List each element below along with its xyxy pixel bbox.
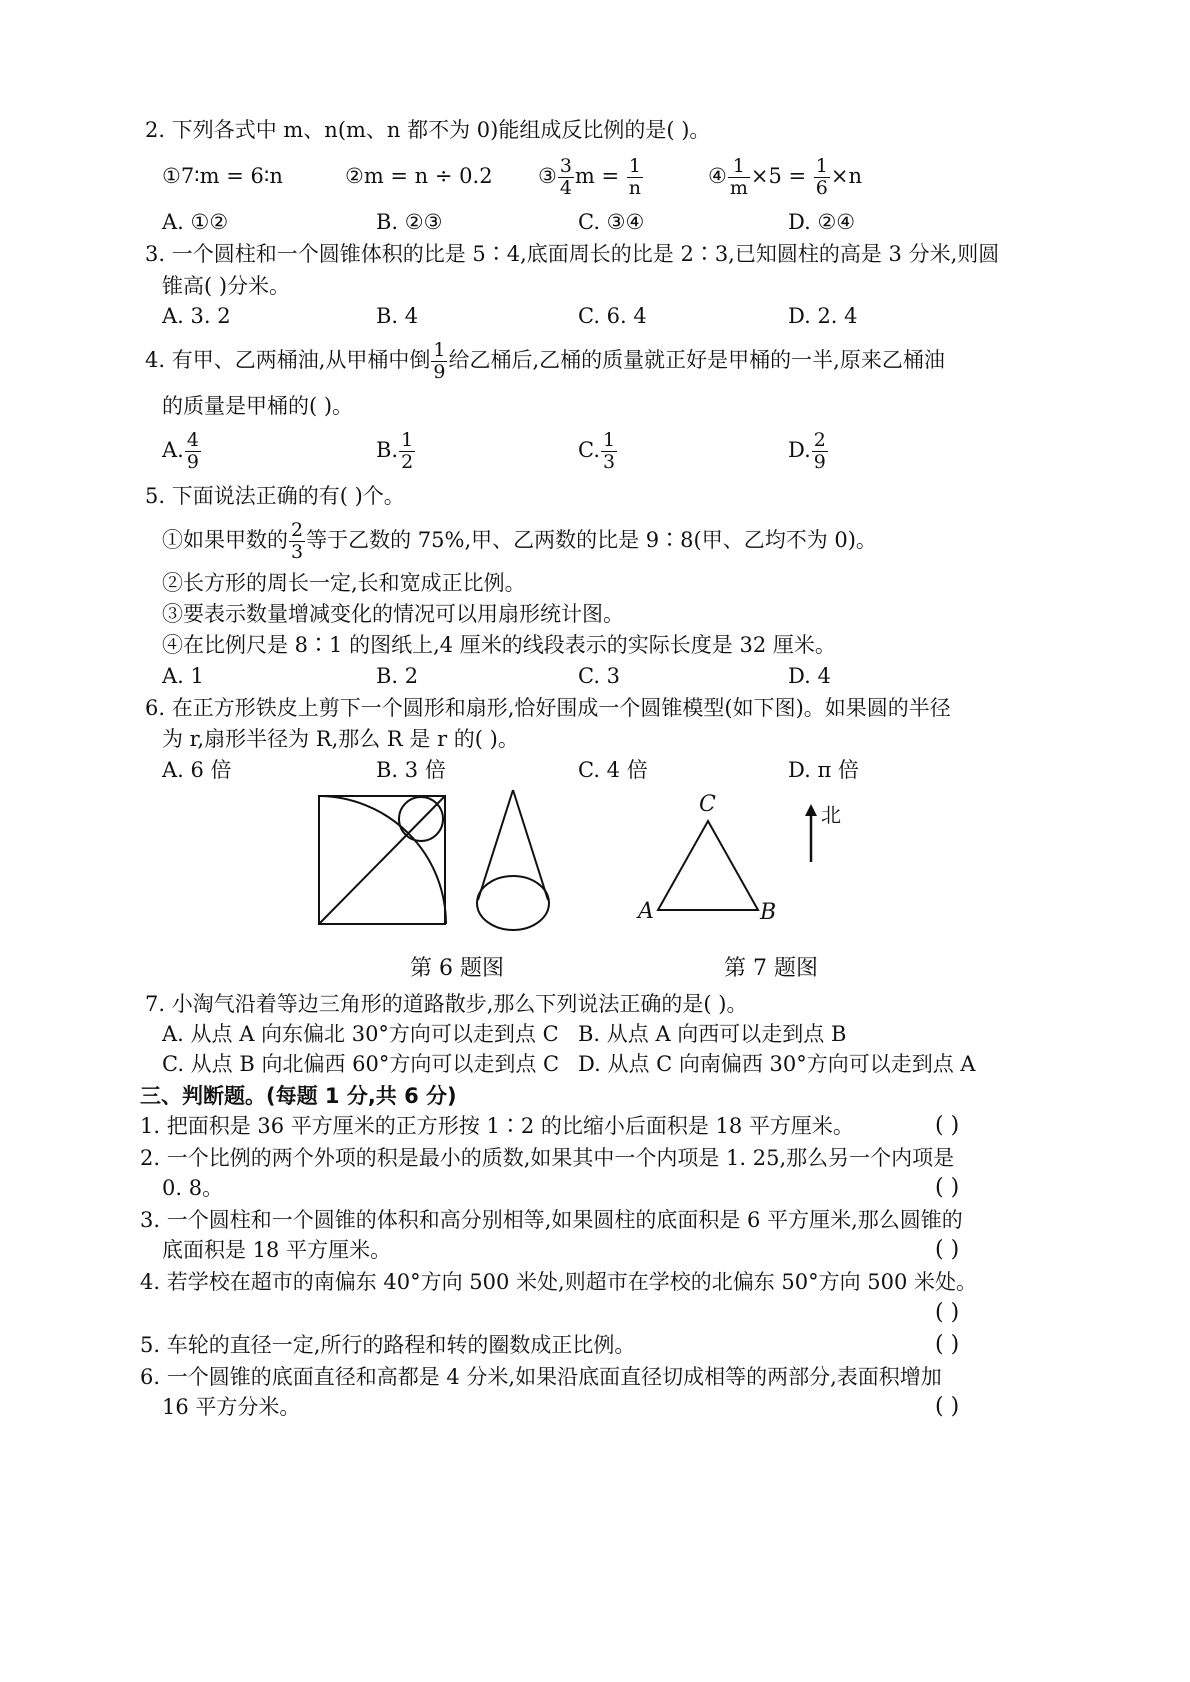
fraction-denominator: m <box>729 177 748 199</box>
judge-3-line-2: 底面积是 18 平方厘米。 <box>162 1238 392 1262</box>
q3-option-a: A. 3. 2 <box>162 304 231 328</box>
q5-statement-2: ②长方形的周长一定,长和宽成正比例。 <box>162 571 526 595</box>
north-label: 北 <box>821 803 841 827</box>
fraction-numerator: 3 <box>559 155 572 177</box>
q5-statement-1-post: 等于乙数的 75%,甲、乙两数的比是 9∶8(甲、乙均不为 0)。 <box>306 528 877 552</box>
q6-line-1: 6. 在正方形铁皮上剪下一个圆形和扇形,恰好围成一个圆锥模型(如下图)。如果圆的半径 <box>145 696 951 720</box>
fraction-denominator: 3 <box>603 451 616 473</box>
judge-5-answer-paren: ( ) <box>935 1332 960 1357</box>
option-letter: B. <box>376 438 399 462</box>
fraction-denominator: 2 <box>401 451 414 473</box>
fraction-numerator: 1 <box>433 339 446 361</box>
q7-stem: 7. 小淘气沿着等边三角形的道路散步,那么下列说法正确的是( )。 <box>145 992 748 1016</box>
q4-line-1-pre: 4. 有甲、乙两桶油,从甲桶中倒 <box>145 348 431 372</box>
judge-2-answer-paren: ( ) <box>935 1175 960 1200</box>
fraction-numerator: 2 <box>813 429 826 451</box>
q2-expr-1: ①7∶m = 6∶n <box>162 164 283 188</box>
q5-option-b: B. 2 <box>376 664 419 688</box>
fraction-denominator: 3 <box>291 541 304 563</box>
option-letter: C. <box>578 438 600 462</box>
fraction-denominator: n <box>628 177 642 199</box>
option-letter: D. <box>788 438 811 462</box>
fraction-numerator: 1 <box>401 429 414 451</box>
judge-3-answer-paren: ( ) <box>935 1237 960 1262</box>
fraction-denominator: 6 <box>815 177 828 199</box>
fraction-denominator: 9 <box>186 451 199 473</box>
q3-option-d: D. 2. 4 <box>788 304 858 328</box>
vertex-c-label: C <box>699 792 716 817</box>
q5-statement-3: ③要表示数量增减变化的情况可以用扇形统计图。 <box>162 602 624 626</box>
judge-1-answer-paren: ( ) <box>935 1113 960 1138</box>
q2-expr-3-mid: m = <box>574 164 620 188</box>
fraction-denominator: 9 <box>813 451 826 473</box>
north-arrow-head-icon <box>805 804 817 816</box>
judge-3-line-1: 3. 一个圆柱和一个圆锥的体积和高分别相等,如果圆柱的底面积是 6 平方厘米,那么圆锥的 <box>140 1208 963 1232</box>
section-3-title: 三、判断题。(每题 1 分,共 6 分) <box>140 1084 457 1108</box>
q6-option-a: A. 6 倍 <box>162 758 232 782</box>
q4-line-1-post: 给乙桶后,乙桶的质量就正好是甲桶的一半,原来乙桶油 <box>448 348 945 372</box>
q5-option-d: D. 4 <box>788 664 831 688</box>
q3-line-2: 锥高( )分米。 <box>162 274 291 298</box>
judge-6-line-1: 6. 一个圆锥的底面直径和高都是 4 分米,如果沿底面直径切成相等的两部分,表面积增加 <box>140 1365 942 1389</box>
cone-right-edge <box>513 790 548 900</box>
fraction-numerator: 2 <box>291 519 304 541</box>
q6-square-figure <box>319 796 446 924</box>
q2-option-a: A. ①② <box>162 210 229 234</box>
q7-option-a: A. 从点 A 向东偏北 30°方向可以走到点 C <box>162 1022 559 1046</box>
q5-option-c: C. 3 <box>578 664 621 688</box>
q4-line-2: 的质量是甲桶的( )。 <box>162 394 354 418</box>
q2-option-d: D. ②④ <box>788 210 856 234</box>
q2-expr-4-tail: ×n <box>830 164 862 188</box>
equilateral-triangle <box>658 821 758 910</box>
judge-4-line-1: 4. 若学校在超市的南偏东 40°方向 500 米处,则超市在学校的北偏东 50°方向 500 米处。 <box>140 1270 978 1294</box>
q3-line-1: 3. 一个圆柱和一个圆锥体积的比是 5∶4,底面周长的比是 2∶3,已知圆柱的高是 3 分米,则圆 <box>145 242 1000 266</box>
q6-line-2: 为 r,扇形半径为 R,那么 R 是 r 的( )。 <box>162 727 519 751</box>
fraction-numerator: 1 <box>603 429 616 451</box>
cone-base-ellipse <box>477 876 549 930</box>
judge-2-line-2: 0. 8。 <box>162 1176 224 1200</box>
q6-cone-figure <box>477 790 549 930</box>
q2-expr-4-mid: ×5 = <box>750 164 807 188</box>
q7-option-c: C. 从点 B 向北偏西 60°方向可以走到点 C <box>162 1052 560 1076</box>
judge-5: 5. 车轮的直径一定,所行的路程和转的圈数成正比例。 <box>140 1333 636 1357</box>
q2-expr-4-prefix: ④ <box>708 164 727 188</box>
q7-option-d: D. 从点 C 向南偏西 30°方向可以走到点 A <box>578 1052 976 1076</box>
q2-option-b: B. ②③ <box>376 210 443 234</box>
q5-option-a: A. 1 <box>162 664 204 688</box>
judge-6-answer-paren: ( ) <box>935 1394 960 1419</box>
judge-1: 1. 把面积是 36 平方厘米的正方形按 1∶2 的比缩小后面积是 18 平方厘米。 <box>140 1114 854 1138</box>
north-arrow <box>805 803 841 862</box>
option-letter: A. <box>162 438 184 462</box>
fraction-denominator: 4 <box>559 177 572 199</box>
square-diagonal <box>319 796 445 924</box>
q7-triangle-figure <box>636 792 776 925</box>
fraction-numerator: 1 <box>728 157 750 178</box>
q5-statement-1-pre: ①如果甲数的 <box>162 528 288 552</box>
q2-expr-3-prefix: ③ <box>538 164 557 188</box>
fraction-numerator: 4 <box>186 429 199 451</box>
q7-option-b: B. 从点 A 向西可以走到点 B <box>578 1022 847 1046</box>
vertex-a-label: A <box>638 899 654 924</box>
q2-stem: 2. 下列各式中 m、n(m、n 都不为 0)能组成反比例的是( )。 <box>145 118 711 142</box>
q6-option-b: B. 3 倍 <box>376 758 446 782</box>
q5-stem: 5. 下面说法正确的有( )个。 <box>145 484 405 508</box>
q2-expr-2: ②m = n ÷ 0.2 <box>345 164 493 188</box>
q5-statement-4: ④在比例尺是 8∶1 的图纸上,4 厘米的线段表示的实际长度是 32 厘米。 <box>162 633 836 657</box>
q6-option-c: C. 4 倍 <box>578 758 648 782</box>
cone-left-edge <box>478 790 513 900</box>
q2-option-c: C. ③④ <box>578 210 645 234</box>
figure-6-caption: 第 6 题图 <box>410 956 504 981</box>
q6-option-d: D. π 倍 <box>788 758 859 782</box>
judge-4-answer-paren: ( ) <box>935 1300 960 1325</box>
fraction-denominator: 9 <box>433 361 446 383</box>
fraction-numerator: 1 <box>627 157 643 178</box>
judge-2-line-1: 2. 一个比例的两个外项的积是最小的质数,如果其中一个内项是 1. 25,那么另一个内项是 <box>140 1146 955 1170</box>
judge-6-line-2: 16 平方分米。 <box>162 1395 301 1419</box>
q3-option-b: B. 4 <box>376 304 419 328</box>
vertex-b-label: B <box>760 900 777 925</box>
q3-option-c: C. 6. 4 <box>578 304 647 328</box>
figure-7-caption: 第 7 题图 <box>724 956 818 981</box>
fraction-numerator: 1 <box>815 155 828 177</box>
